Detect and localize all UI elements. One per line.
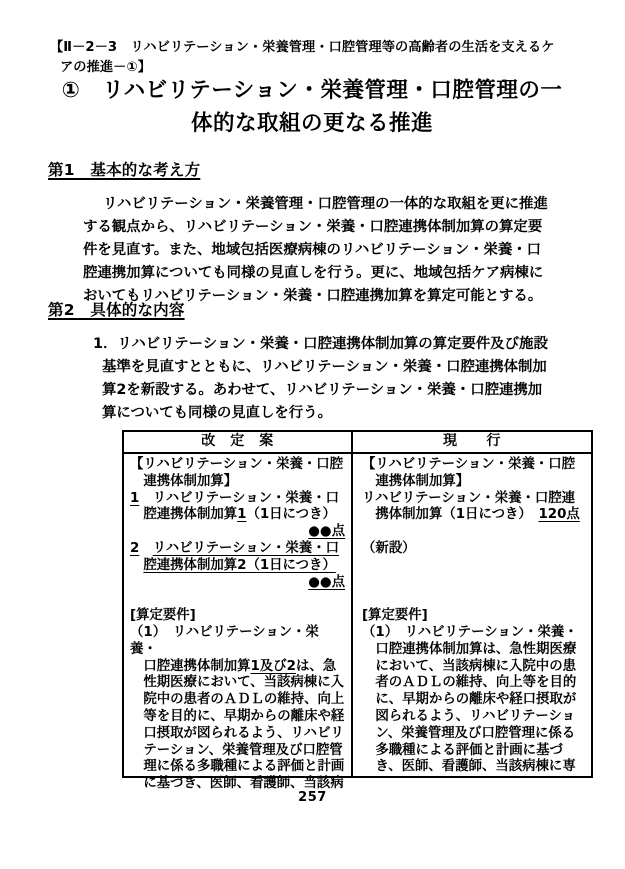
text-line: （新設）: [362, 540, 416, 556]
text-line: き、医師、看護師、当該病棟に専: [362, 759, 576, 775]
text-line: 院中の患者のＡＤＬの維持、向上: [130, 692, 345, 708]
column-header-current: 現 行: [443, 433, 501, 449]
text-line: 連携体制加算】: [362, 473, 470, 489]
text-line: 図られるよう、リハビリテーショ: [362, 708, 576, 724]
text-line: において、当該病棟に入院中の患: [362, 658, 576, 674]
comparison-table: [122, 430, 593, 792]
text-line: リハビリテーション・栄養・口腔連: [362, 490, 576, 506]
text-line: ン、栄養管理及び口腔管理に係る: [362, 725, 576, 741]
text-line: 等を目的に、早期からの離床や経: [130, 708, 345, 724]
revised-plan-cell: [124, 454, 353, 792]
page-title: [48, 74, 576, 140]
text-line: ●●点: [308, 524, 345, 540]
text-line: 【リハビリテーション・栄養・口腔: [130, 457, 344, 472]
text-line: 腔連携加算についても同様の見直しを行う。更に、地域包括ケア病棟に: [83, 265, 544, 281]
text-line: [362, 575, 585, 592]
text-line: 【リハビリテーション・栄養・口腔: [362, 457, 576, 472]
doc-header-bracket: [50, 38, 585, 77]
text-line: 基準を見直すとともに、リハビリテーション・栄養・口腔連携体制加: [102, 359, 547, 375]
section2-item1: [93, 333, 558, 425]
text-line: 算2を新設する。あわせて、リハビリテーション・栄養・口腔連携加: [102, 382, 543, 398]
text-line: に、早期からの離床や経口摂取が: [362, 692, 577, 708]
text-line: に基づき、医師、看護師、当該病: [130, 776, 344, 792]
text-line: [362, 591, 585, 608]
text-line: 1 リハビリテーション・栄養・口: [130, 490, 339, 506]
text-line: （1） リハビリテーション・栄養・: [362, 624, 578, 640]
text-line: 多職種による評価と計画に基づ: [362, 742, 563, 758]
text-line: 腔連携体制加算1（1日につき）: [130, 507, 336, 523]
text-line: 携体制加算（1日につき） 120点: [362, 507, 580, 523]
text-line: 腔連携体制加算2（1日につき）: [143, 557, 336, 573]
page-number: 257: [298, 790, 327, 805]
section2-heading: 第2 具体的な内容: [48, 301, 185, 319]
text-line: 算についても同様の見直しを行う。: [102, 405, 332, 421]
page-title-line1: ① リハビリテーション・栄養管理・口腔管理の一: [61, 78, 563, 103]
text-line: [362, 558, 585, 575]
doc-header-line1: 【Ⅱ－2－3 リハビリテーション・栄養管理・口腔管理等の高齢者の生活を支えるケ: [50, 40, 555, 55]
text-line: [362, 524, 585, 541]
text-line: ●●点: [308, 574, 345, 590]
text-line: 2 リハビリテーション・栄養・口: [130, 540, 339, 556]
text-line: 口腔連携体制加算1及び2は、急: [130, 658, 337, 674]
current-rule-cell: [353, 454, 591, 776]
text-line: おいてもリハビリテーション・栄養・口腔連携加算を算定可能とする。: [83, 288, 543, 304]
text-line: リハビリテーション・栄養管理・口腔管理の一体的な取組を更に推進: [103, 196, 548, 212]
text-line: 性期医療において、当該病棟に入: [130, 675, 344, 691]
text-line: 連携体制加算】: [130, 473, 238, 489]
comparison-table-body-row: [124, 454, 591, 792]
text-line: 理に係る多職種による評価と計画: [130, 759, 345, 775]
comparison-table-header-row: [124, 432, 591, 454]
column-header-revised: 改 定 案: [124, 432, 353, 452]
text-line: [算定要件]: [362, 608, 428, 624]
text-line: テーション、栄養管理及び口腔管: [130, 742, 343, 758]
text-line: 者のＡＤＬの維持、向上等を目的: [362, 675, 577, 691]
doc-header-line2: アの推進－①】: [60, 59, 151, 75]
text-line: する観点から、リハビリテーション・栄養・口腔連携体制加算の算定要: [83, 219, 543, 235]
text-line: 口腔連携体制加算は、急性期医療: [362, 641, 577, 657]
section1-heading: 第1 基本的な考え方: [48, 161, 201, 179]
page-title-line2: 体的な取組の更なる推進: [190, 111, 433, 136]
text-line: [算定要件]: [130, 608, 196, 624]
text-line: 件を見直す。また、地域包括医療病棟のリハビリテーション・栄養・口: [83, 242, 542, 258]
text-line: 1．リハビリテーション・栄養・口腔連携体制加算の算定要件及び施設: [93, 336, 548, 352]
text-line: [130, 591, 345, 608]
text-line: 口摂取が図られるよう、リハビリ: [130, 725, 344, 741]
section1-body: [83, 193, 558, 308]
text-line: （1） リハビリテーション・栄養・: [130, 624, 319, 657]
